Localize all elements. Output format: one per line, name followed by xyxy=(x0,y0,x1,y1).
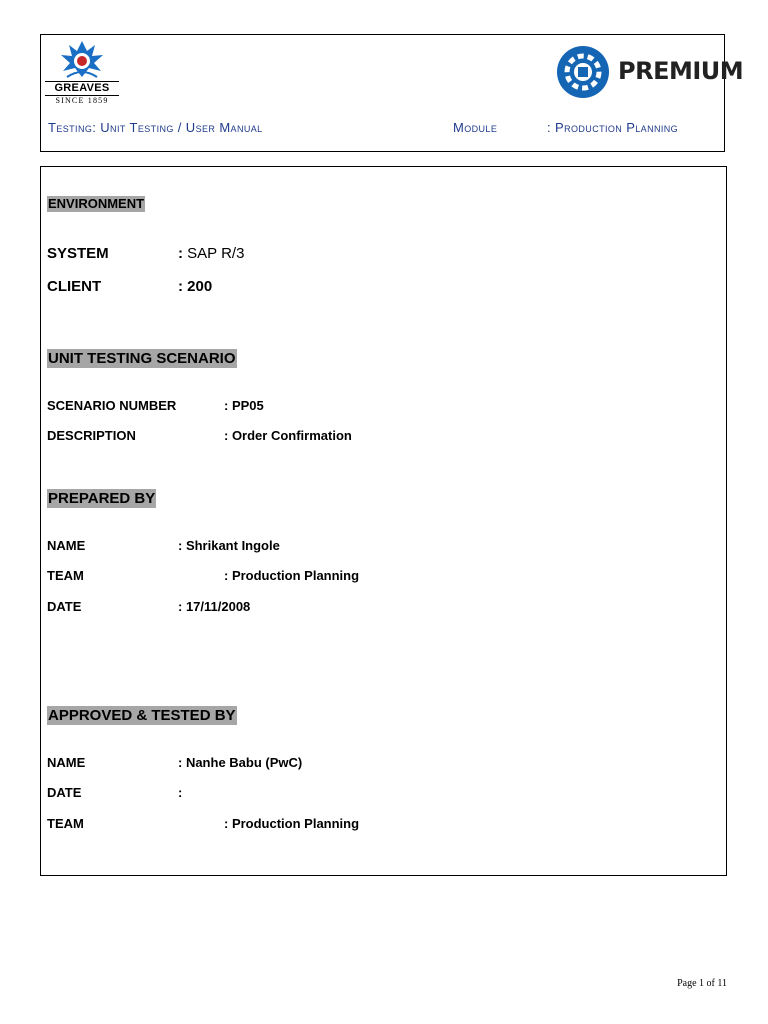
environment-heading: ENVIRONMENT xyxy=(48,196,145,211)
scenario-number-label: SCENARIO NUMBER xyxy=(47,398,177,413)
greaves-name: GREAVES xyxy=(45,81,119,96)
cover-sheet xyxy=(40,166,727,876)
prepared-team-label: TEAM xyxy=(47,568,84,583)
premium-wordmark: PREMIUM xyxy=(618,57,744,85)
prepared-date-label: DATE xyxy=(47,599,82,614)
client-label: CLIENT xyxy=(47,278,102,295)
approved-date-label: DATE xyxy=(47,785,82,800)
unit-testing-scenario-heading: UNIT TESTING SCENARIO xyxy=(48,350,236,367)
approved-team-label: TEAM xyxy=(47,816,84,831)
document-subject: Testing: Unit Testing / User Manual xyxy=(48,120,263,135)
approved-team-value: : Production Planning xyxy=(224,816,360,831)
approved-name-label: NAME xyxy=(47,755,86,770)
gear-icon xyxy=(556,45,612,99)
approved-tested-by-heading: APPROVED & TESTED BY xyxy=(48,707,236,724)
greaves-emblem-icon xyxy=(55,37,109,81)
description-label: DESCRIPTION xyxy=(47,428,136,443)
prepared-team-value: : Production Planning xyxy=(224,568,360,583)
prepared-date-value: : 17/11/2008 xyxy=(178,599,251,614)
client-value: : 200 xyxy=(178,278,213,295)
module-value: : Production Planning xyxy=(547,120,679,135)
premium-logo xyxy=(556,45,744,99)
system-value-text: SAP R/3 xyxy=(183,245,245,262)
document-header xyxy=(40,34,744,152)
module-label: Module xyxy=(453,120,498,135)
page-number: Page 1 of 11 xyxy=(677,978,727,989)
prepared-name-value: : Shrikant Ingole xyxy=(178,538,280,553)
description-value: : Order Confirmation xyxy=(224,428,352,443)
system-value: : SAP R/3 xyxy=(178,245,245,262)
greaves-since: SINCE 1859 xyxy=(55,96,109,105)
approved-date-value: : xyxy=(178,785,183,800)
prepared-name-label: NAME xyxy=(47,538,86,553)
system-label: SYSTEM xyxy=(47,245,109,262)
approved-name-value: : Nanhe Babu (PwC) xyxy=(178,755,303,770)
greaves-logo xyxy=(45,37,119,107)
prepared-by-heading: PREPARED BY xyxy=(48,490,156,507)
scenario-number-value: : PP05 xyxy=(224,398,264,413)
